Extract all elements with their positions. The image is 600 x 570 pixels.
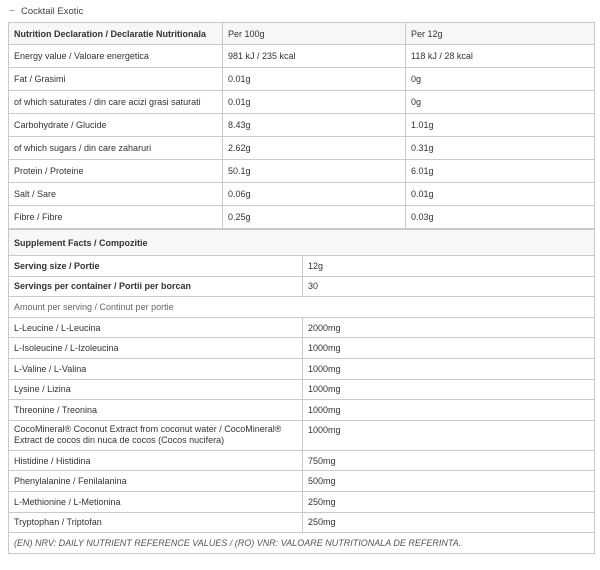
- value-per-serving: 0g: [406, 91, 595, 114]
- table-row: [9, 45, 595, 68]
- nutrient-name: Fibre / Fibre: [9, 206, 223, 229]
- ingredient-name: L-Methionine / L-Metionina: [9, 491, 303, 512]
- ingredient-name: CocoMineral® Coconut Extract from coconut water / CocoMineral® Extract de cocos din nuca de cocos (Cocos nucifera): [9, 420, 303, 450]
- section-header[interactable]: [8, 4, 83, 18]
- table-row: [9, 206, 595, 229]
- nutrition-table: [8, 22, 595, 229]
- nutrient-name: Salt / Sare: [9, 183, 223, 206]
- table-row: [9, 91, 595, 114]
- nutrition-header-row: [9, 23, 595, 45]
- nutrient-name: Energy value / Valoare energetica: [9, 45, 223, 68]
- table-row: [9, 512, 595, 533]
- header-cell: Nutrition Declaration / Declaratie Nutritionala: [9, 23, 223, 45]
- nutrient-name: Protein / Proteine: [9, 160, 223, 183]
- ingredient-amount: 250mg: [303, 512, 595, 533]
- table-row: [9, 338, 595, 359]
- ingredient-name: Lysine / Lizina: [9, 379, 303, 400]
- header-cell: Per 12g: [406, 23, 595, 45]
- header-cell: Per 100g: [223, 23, 406, 45]
- value-per-serving: 0.31g: [406, 137, 595, 160]
- table-row: [9, 317, 595, 338]
- ingredient-name: Histidine / Histidina: [9, 450, 303, 471]
- collapse-icon[interactable]: −: [9, 5, 15, 17]
- table-row: [9, 114, 595, 137]
- table-row: [9, 491, 595, 512]
- value-per-100g: 981 kJ / 235 kcal: [223, 45, 406, 68]
- servings-per-container-row: [9, 276, 595, 297]
- value-per-serving: 118 kJ / 28 kcal: [406, 45, 595, 68]
- value-per-100g: 8.43g: [223, 114, 406, 137]
- value-per-serving: 0.03g: [406, 206, 595, 229]
- value-per-serving: 0.01g: [406, 183, 595, 206]
- footnote-row: [9, 533, 595, 554]
- ingredient-amount: 1000mg: [303, 358, 595, 379]
- nrv-footnote: (EN) NRV: DAILY NUTRIENT REFERENCE VALUES / (RO) VNR: VALOARE NUTRITIONALA DE REFERINTA.: [9, 533, 595, 554]
- servings-per-container-value: 30: [303, 276, 595, 297]
- ingredient-name: L-Valine / L-Valina: [9, 358, 303, 379]
- nutrient-name: of which saturates / din care acizi grasi saturati: [9, 91, 223, 114]
- supplement-facts-table: [8, 229, 595, 554]
- ingredient-amount: 750mg: [303, 450, 595, 471]
- table-row: [9, 379, 595, 400]
- table-row: [9, 420, 595, 450]
- nutrient-name: Carbohydrate / Glucide: [9, 114, 223, 137]
- value-per-100g: 2.62g: [223, 137, 406, 160]
- section-title: Cocktail Exotic: [21, 5, 84, 17]
- serving-size-label: Serving size / Portie: [9, 256, 303, 277]
- ingredient-name: Phenylalanine / Fenilalanina: [9, 471, 303, 492]
- value-per-100g: 50.1g: [223, 160, 406, 183]
- value-per-100g: 0.25g: [223, 206, 406, 229]
- supplement-title-row: [9, 230, 595, 256]
- value-per-100g: 0.01g: [223, 68, 406, 91]
- table-row: [9, 471, 595, 492]
- servings-per-container-label: Servings per container / Portii per borcan: [9, 276, 303, 297]
- value-per-100g: 0.01g: [223, 91, 406, 114]
- table-row: [9, 160, 595, 183]
- ingredient-amount: 1000mg: [303, 400, 595, 421]
- value-per-serving: 1.01g: [406, 114, 595, 137]
- nutrient-name: Fat / Grasimi: [9, 68, 223, 91]
- ingredient-amount: 250mg: [303, 491, 595, 512]
- value-per-serving: 6.01g: [406, 160, 595, 183]
- amount-per-serving-row: [9, 297, 595, 318]
- ingredient-amount: 1000mg: [303, 420, 595, 450]
- value-per-serving: 0g: [406, 68, 595, 91]
- serving-size-value: 12g: [303, 256, 595, 277]
- ingredient-amount: 2000mg: [303, 317, 595, 338]
- supplement-title: Supplement Facts / Compozitie: [9, 230, 595, 256]
- amount-per-serving-label: Amount per serving / Continut per portie: [9, 297, 595, 318]
- table-row: [9, 400, 595, 421]
- ingredient-amount: 1000mg: [303, 338, 595, 359]
- serving-size-row: [9, 256, 595, 277]
- ingredient-name: Tryptophan / Triptofan: [9, 512, 303, 533]
- table-row: [9, 450, 595, 471]
- nutrient-name: of which sugars / din care zaharuri: [9, 137, 223, 160]
- table-row: [9, 358, 595, 379]
- ingredient-name: Threonine / Treonina: [9, 400, 303, 421]
- ingredient-name: L-Leucine / L-Leucina: [9, 317, 303, 338]
- table-row: [9, 137, 595, 160]
- table-row: [9, 183, 595, 206]
- ingredient-amount: 500mg: [303, 471, 595, 492]
- ingredient-name: L-Isoleucine / L-Izoleucina: [9, 338, 303, 359]
- table-row: [9, 68, 595, 91]
- value-per-100g: 0.06g: [223, 183, 406, 206]
- ingredient-amount: 1000mg: [303, 379, 595, 400]
